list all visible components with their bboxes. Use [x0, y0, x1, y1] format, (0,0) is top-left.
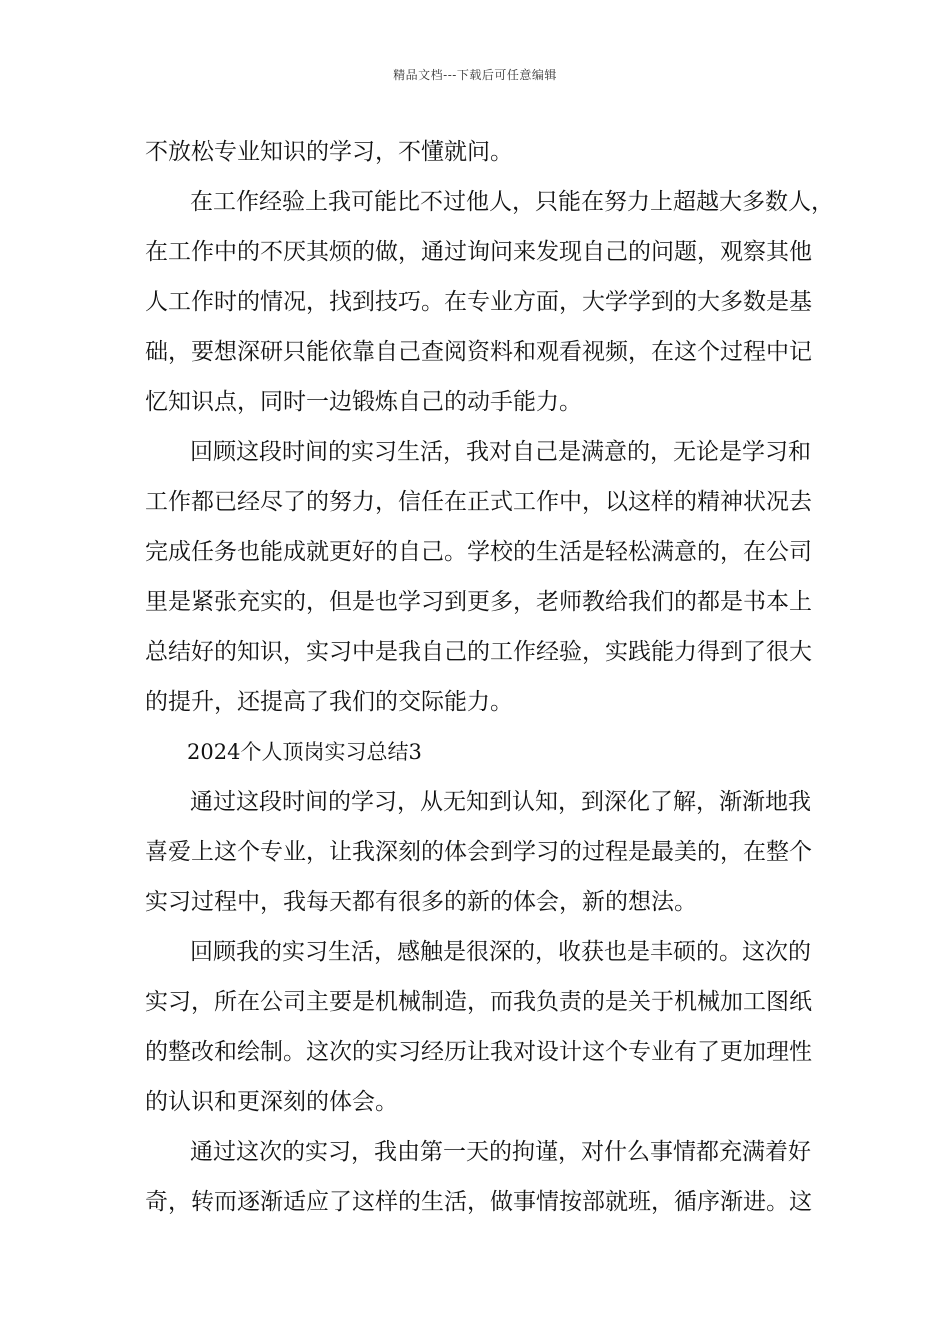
text-line: 喜爱上这个专业，让我深刻的体会到学习的过程是最美的，在整个	[145, 839, 812, 865]
document-body	[145, 127, 834, 1227]
page-header: 精品文档---下载后可任意编辑	[393, 68, 557, 82]
text-line: 的认识和更深刻的体会。	[145, 1089, 398, 1115]
text-line: 忆知识点，同时一边锻炼自己的动手能力。	[145, 389, 582, 415]
text-line: 工作都已经尽了的努力，信任在正式工作中，以这样的精神状况去	[145, 489, 812, 515]
text-line: 实习过程中，我每天都有很多的新的体会，新的想法。	[145, 889, 697, 915]
paragraph-start-line: 回顾我的实习生活，感触是很深的，收获也是丰硕的。这次的	[190, 939, 811, 965]
text-line: 总结好的知识，实习中是我自己的工作经验，实践能力得到了很大	[145, 639, 812, 665]
paragraph-start-line: 在工作经验上我可能比不过他人，只能在努力上超越大多数人，	[190, 189, 834, 215]
paragraph-start-line: 通过这段时间的学习，从无知到认知，到深化了解，渐渐地我	[190, 789, 811, 815]
text-line: 不放松专业知识的学习，不懂就问。	[145, 139, 513, 165]
paragraph-start-line: 回顾这段时间的实习生活，我对自己是满意的，无论是学习和	[190, 439, 811, 465]
text-line: 实习，所在公司主要是机械制造，而我负责的是关于机械加工图纸	[145, 989, 812, 1015]
text-line: 的提升，还提高了我们的交际能力。	[145, 689, 513, 715]
paragraph-start-line: 通过这次的实习，我由第一天的拘谨，对什么事情都充满着好	[190, 1139, 811, 1165]
text-line: 在工作中的不厌其烦的做，通过询问来发现自己的问题，观察其他	[145, 239, 812, 265]
text-line: 人工作时的情况，找到技巧。在专业方面，大学学到的大多数是基	[145, 289, 812, 315]
text-line: 里是紧张充实的，但是也学习到更多，老师教给我们的都是书本上	[145, 589, 812, 615]
text-line: 的整改和绘制。这次的实习经历让我对设计这个专业有了更加理性	[145, 1039, 812, 1065]
section-heading: 2024个人顶岗实习总结3	[187, 740, 422, 764]
text-line: 奇，转而逐渐适应了这样的生活，做事情按部就班，循序渐进。这	[145, 1189, 812, 1215]
text-line: 完成任务也能成就更好的自己。学校的生活是轻松满意的，在公司	[145, 539, 812, 565]
text-line: 础，要想深研只能依靠自己查阅资料和观看视频，在这个过程中记	[145, 339, 812, 365]
